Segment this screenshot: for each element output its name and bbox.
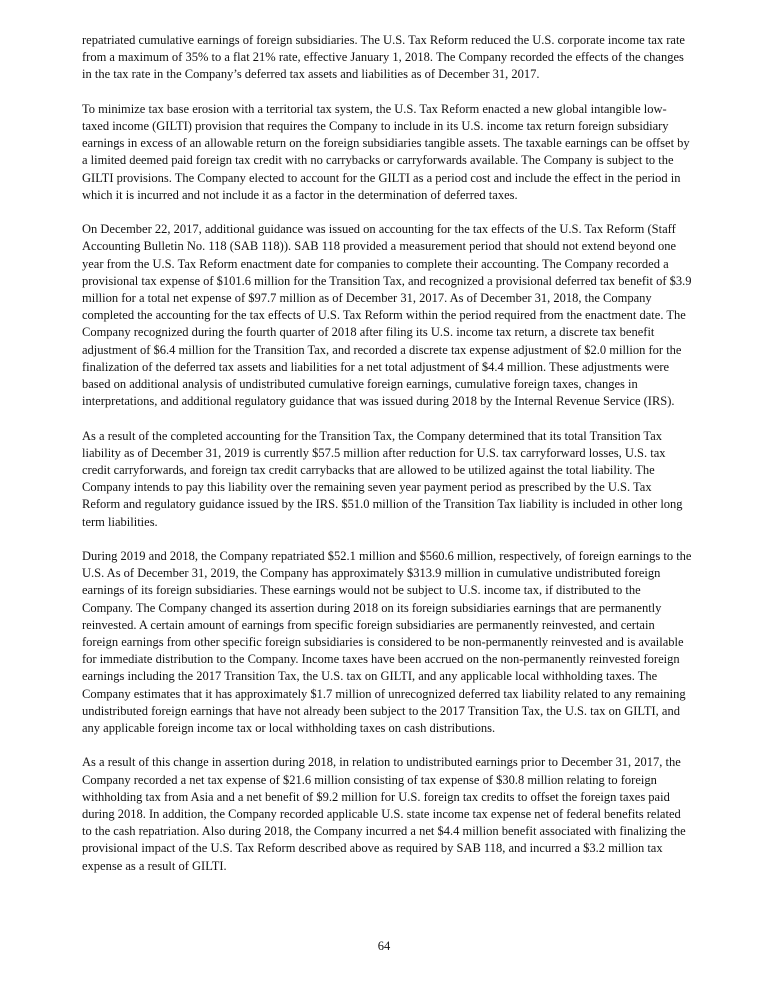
paragraph-tax-rate-reduction: repatriated cumulative earnings of foreign subsidiaries. The U.S. Tax Reform reduced the U.S. corporate income tax rate from a maximum of 35% to a flat 21% rate, effective January 1, 2018. The Company recorded the effects of the changes in the tax rate in the Company’s deferred tax assets and liabilities as of December 31, 2017.: [82, 33, 685, 82]
document-body: [82, 32, 692, 892]
page-number: 64: [377, 939, 391, 953]
paragraph-assertion-change: As a result of this change in assertion during 2018, in relation to undistributed earnings prior to December 31, 2017, the Company recorded a net tax expense of $21.6 million consisting of tax expense of $30.8 million relating to foreign withholding tax from Asia and a net benefit of $9.2 million for U.S. foreign tax credits to offset the foreign taxes paid during 2018. In addition, the Company recorded applicable U.S. state income tax expense net of federal benefits related to the cash repatriation. Also during 2018, the Company incurred a net $4.4 million benefit associated with finalizing the provisional impact of the U.S. Tax Reform described above as required by SAB 118, and incurred a $3.2 million tax expense as a result of GILTI.: [82, 755, 686, 873]
paragraph-sab-118-guidance: On December 22, 2017, additional guidance was issued on accounting for the tax effects of the U.S. Tax Reform (Staff Accounting Bulletin No. 118 (SAB 118)). SAB 118 provided a measurement period that should not extend beyond one year from the U.S. Tax Reform enactment date for companies to complete their accounting. The Company recorded a provisional tax expense of $101.6 million for the Transition Tax, and recognized a provisional deferred tax benefit of $3.9 million for a total net expense of $97.7 million as of December 31, 2017. As of December 31, 2018, the Company completed the accounting for the tax effects of U.S. Tax Reform within the period required from the enactment date. The Company recognized during the fourth quarter of 2018 after filing its U.S. income tax return, a discrete tax benefit adjustment of $6.4 million for the Transition Tax, and recorded a discrete tax expense adjustment of $2.0 million for the finalization of the deferred tax assets and liabilities for a net total adjustment of $4.4 million. These adjustments were based on additional analysis of undistributed cumulative foreign earnings, cumulative foreign taxes, changes in interpretations, and additional regulatory guidance that was issued during 2018 by the Internal Revenue Service (IRS).: [82, 222, 692, 409]
paragraph-transition-tax-liability: As a result of the completed accounting for the Transition Tax, the Company determined that its total Transition Tax liability as of December 31, 2019 is currently $57.5 million after reduction for U.S. tax carryforward losses, U.S. tax credit carryforwards, and foreign tax credit carrybacks that are allowed to be utilized against the total liability. The Company intends to pay this liability over the remaining seven year payment period as prescribed by the U.S. Tax Reform and regulatory guidance issued by the IRS. $51.0 million of the Transition Tax liability is included in other long term liabilities.: [82, 428, 683, 529]
paragraph-foreign-earnings-repatriation: During 2019 and 2018, the Company repatriated $52.1 million and $560.6 million, respectively, of foreign earnings to the U.S. As of December 31, 2019, the Company has approximately $313.9 million in cumulative undistributed foreign earnings of its foreign subsidiaries. These earnings would not be subject to U.S. income tax, if distributed to the Company. The Company changed its assertion during 2018 on its foreign subsidiaries earnings that are permanently reinvested. A certain amount of earnings from specific foreign subsidiaries are permanently reinvested, and certain foreign earnings from other specific foreign subsidiaries is considered to be non-permanently reinvested and is available for immediate distribution to the Company. Income taxes have been accrued on the non-permanently reinvested foreign earnings including the 2017 Transition Tax, the U.S. tax on GILTI, and any applicable local withholding taxes. The Company estimates that it has approximately $1.7 million of unrecognized deferred tax liability related to any remaining undistributed foreign earnings that have not already been subject to the 2017 Transition Tax, the U.S. tax on GILTI, and any applicable foreign income tax or local withholding taxes on cash distributions.: [82, 549, 692, 736]
paragraph-gilti-provision: To minimize tax base erosion with a territorial tax system, the U.S. Tax Reform enacted a new global intangible low-taxed income (GILTI) provision that requires the Company to include in its U.S. income tax return foreign subsidiary earnings in excess of an allowable return on the foreign subsidiaries tangible assets. The taxable earnings can be offset by a limited deemed paid foreign tax credit with no carrybacks or carryforwards available. The Company is subject to the GILTI provisions. The Company elected to account for the GILTI as a period cost and include the effect in the period in which it is incurred and not include it as a factor in the determination of deferred taxes.: [82, 101, 690, 202]
